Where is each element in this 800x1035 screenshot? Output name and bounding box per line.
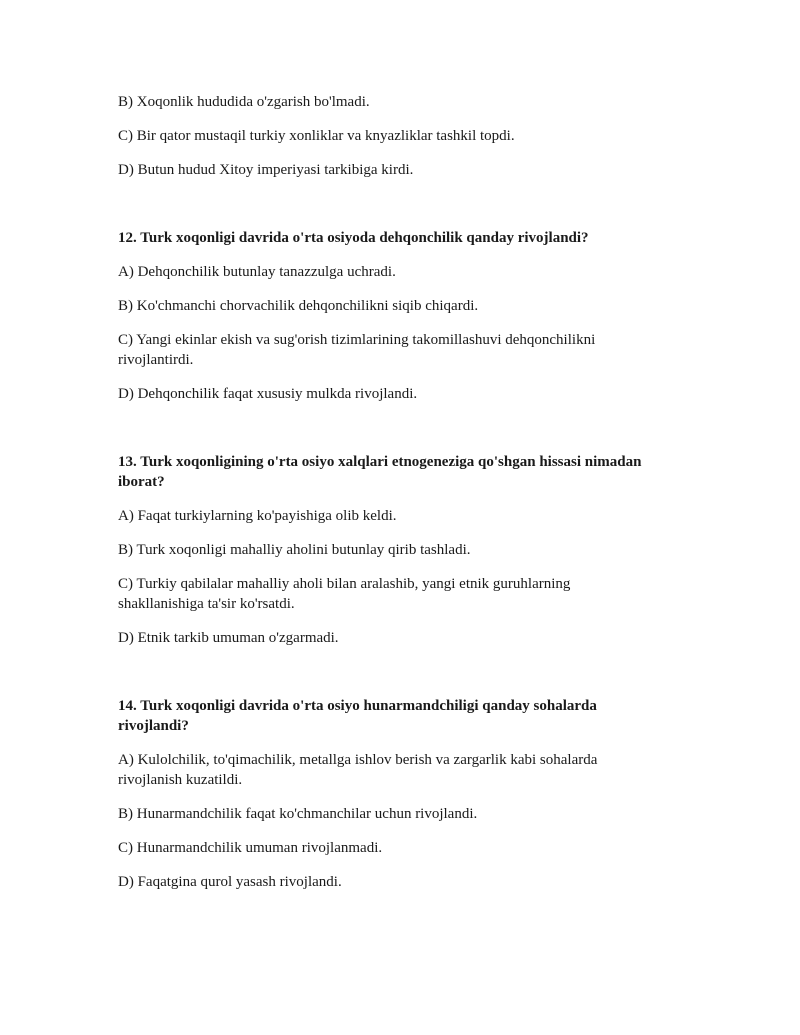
option-b: B) Hunarmandchilik faqat ko'chmanchilar uchun rivojlandi. xyxy=(118,806,478,822)
document-page xyxy=(118,92,658,906)
option-d: D) Butun hudud Xitoy imperiyasi tarkibiga kirdi. xyxy=(118,162,414,178)
option-a: A) Dehqonchilik butunlay tanazzulga uchradi. xyxy=(118,264,396,280)
option-d: D) Dehqonchilik faqat xususiy mulkda rivojlandi. xyxy=(118,386,418,402)
question-14 xyxy=(118,696,658,892)
prev-question-options xyxy=(118,92,658,180)
option-a: A) Kulolchilik, to'qimachilik, metallga ishlov berish va zargarlik kabi sohalarda rivojlanish kuzatildi. xyxy=(118,752,598,788)
question-title: 13. Turk xoqonligining o'rta osiyo xalqlari etnogeneziga qo'shgan hissasi nimadan iborat? xyxy=(118,454,642,490)
question-12 xyxy=(118,228,658,404)
option-a: A) Faqat turkiylarning ko'payishiga olib keldi. xyxy=(118,508,397,524)
option-c: C) Turkiy qabilalar mahalliy aholi bilan aralashib, yangi etnik guruhlarning shakllanishiga ta'sir ko'rsatdi. xyxy=(118,576,571,612)
option-c: C) Yangi ekinlar ekish va sug'orish tizimlarining takomillashuvi dehqonchilikni rivojlantirdi. xyxy=(118,332,596,368)
question-13 xyxy=(118,452,658,648)
spacer xyxy=(118,662,658,696)
question-title: 14. Turk xoqonligi davrida o'rta osiyo hunarmandchiligi qanday sohalarda rivojlandi? xyxy=(118,698,597,734)
option-d: D) Faqatgina qurol yasash rivojlandi. xyxy=(118,874,342,890)
option-c: C) Bir qator mustaqil turkiy xonliklar va knyazliklar tashkil topdi. xyxy=(118,128,515,144)
option-b: B) Turk xoqonligi mahalliy aholini butunlay qirib tashladi. xyxy=(118,542,471,558)
option-d: D) Etnik tarkib umuman o'zgarmadi. xyxy=(118,630,339,646)
option-b: B) Xoqonlik hududida o'zgarish bo'lmadi. xyxy=(118,94,370,110)
spacer xyxy=(118,418,658,452)
option-b: B) Ko'chmanchi chorvachilik dehqonchilikni siqib chiqardi. xyxy=(118,298,479,314)
spacer xyxy=(118,194,658,228)
option-c: C) Hunarmandchilik umuman rivojlanmadi. xyxy=(118,840,383,856)
question-title: 12. Turk xoqonligi davrida o'rta osiyoda dehqonchilik qanday rivojlandi? xyxy=(118,230,589,246)
